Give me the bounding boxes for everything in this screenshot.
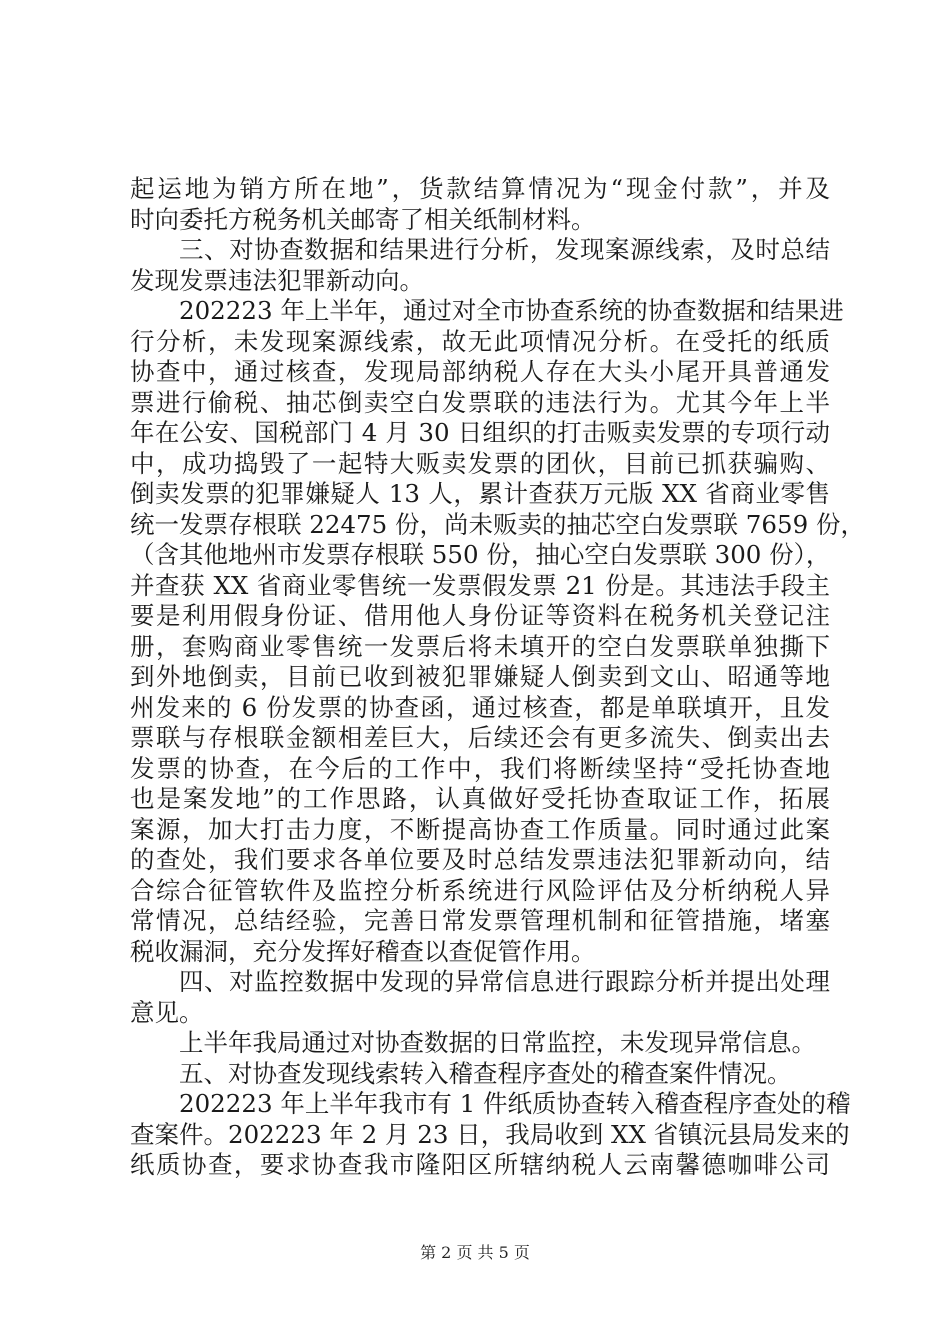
text-line: 年在公安、国税部门 4 月 30 日组织的打击贩卖发票的专项行动	[130, 418, 830, 447]
text-line: 上半年我局通过对协查数据的日常监控，未发现异常信息。	[179, 1028, 816, 1057]
text-line: 的查处，我们要求各单位要及时总结发票违法犯罪新动向，结	[130, 845, 830, 874]
page-footer: 第 2 页 共 5 页	[420, 1243, 530, 1262]
text-line: 并查获 XX 省商业零售统一发票假发票 21 份是。其违法手段主	[130, 570, 830, 600]
text-line: 三、对协查数据和结果进行分析，发现案源线索，及时总结	[179, 235, 830, 264]
text-line: 时向委托方税务机关邮寄了相关纸制材料。	[130, 204, 596, 234]
text-line: 纸质协查，要求协查我市隆阳区所辖纳税人云南馨德咖啡公司	[130, 1150, 830, 1179]
text-line: 意见。	[130, 997, 204, 1027]
text-line: 五、对协查发现线索转入稽查程序查处的稽查案件情况。	[179, 1058, 792, 1088]
text-line: 协查中，通过核查，发现局部纳税人存在大头小尾开具普通发	[130, 357, 830, 386]
text-line: 票进行偷税、抽芯倒卖空白发票联的违法行为。尤其今年上半	[130, 387, 830, 417]
text-line: 发现发票违法犯罪新动向。	[130, 265, 424, 295]
text-line: 册，套购商业零售统一发票后将未填开的空白发票联单独撕下	[130, 631, 830, 661]
text-line: （含其他地州市发票存根联 550 份，抽心空白发票联 300 份），	[130, 540, 831, 569]
text-line: 中，成功捣毁了一起特大贩卖发票的团伙，目前已抓获骗购、	[130, 448, 830, 478]
text-line: 要是利用假身份证、借用他人身份证等资料在税务机关登记注	[130, 601, 830, 630]
text-line: 四、对监控数据中发现的异常信息进行跟踪分析并提出处理	[179, 967, 830, 996]
text-line: 统一发票存根联 22475 份，尚未贩卖的抽芯空白发票联 7659 份，	[130, 509, 865, 539]
text-line: 202223 年上半年我市有 1 件纸质协查转入稽查程序查处的稽	[179, 1089, 851, 1118]
text-line: 常情况，总结经验，完善日常发票管理机制和征管措施，堵塞	[130, 906, 830, 935]
text-line: 发票的协查，在今后的工作中，我们将断续坚持“受托协查地	[130, 753, 830, 783]
text-line: 税收漏洞，充分发挥好稽查以查促管作用。	[130, 936, 596, 966]
text-line: 查案件。202223 年 2 月 23 日，我局收到 XX 省镇沅县局发来的	[130, 1119, 850, 1149]
text-line: 州发来的 6 份发票的协查函，通过核查，都是单联填开，且发	[130, 692, 830, 722]
text-line: 行分析，未发现案源线索，故无此项情况分析。在受托的纸质	[130, 326, 830, 356]
text-line: 倒卖发票的犯罪嫌疑人 13 人，累计查获万元版 XX 省商业零售	[130, 479, 830, 508]
text-line: 到外地倒卖，目前已收到被犯罪嫌疑人倒卖到文山、昭通等地	[130, 662, 830, 691]
text-line: 合综合征管软件及监控分析系统进行风险评估及分析纳税人异	[130, 875, 830, 905]
text-line: 票联与存根联金额相差巨大，后续还会有更多流失、倒卖出去	[130, 723, 830, 752]
text-line: 也是案发地”的工作思路，认真做好受托协查取证工作，拓展	[130, 784, 830, 813]
text-line: 案源，加大打击力度，不断提高协查工作质量。同时通过此案	[130, 814, 830, 844]
document-body	[130, 174, 865, 1181]
text-line: 起运地为销方所在地”，货款结算情况为“现金付款”，并及	[130, 174, 830, 203]
text-line: 202223 年上半年，通过对全市协查系统的协查数据和结果进	[179, 296, 844, 325]
